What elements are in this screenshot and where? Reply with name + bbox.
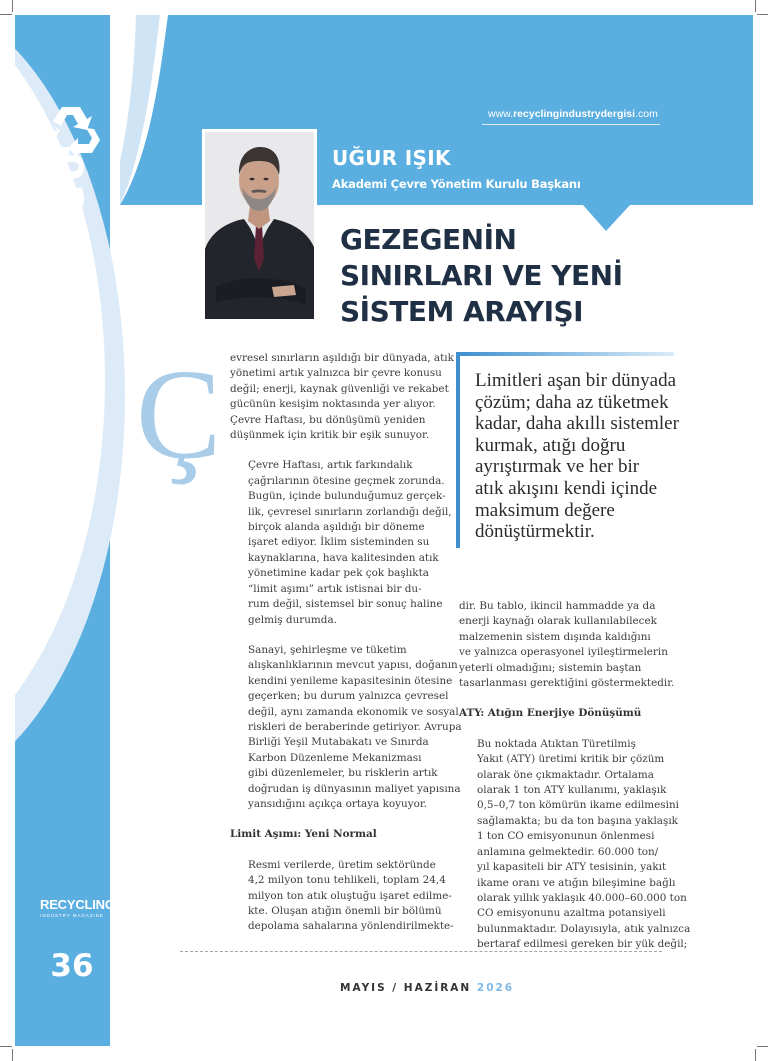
subheading: Limit Aşımı: Yeni Normal (230, 828, 377, 841)
text-line: değil; enerji, kaynak güvenliği ve rekabet (230, 382, 449, 395)
text-line: Çevre Haftası, artık farkındalık (248, 459, 413, 472)
pull-quote-bar (456, 352, 460, 548)
text-line: Yakıt (ATY) üretimi kritik bir çözüm (477, 753, 665, 766)
text-line: yıl kapasiteli bir ATY tesisinin, yakıt (477, 861, 667, 874)
pull-quote-line: kurmak, atığı doğru (475, 434, 626, 456)
headline-line: SINIRLARI VE YENİ (340, 259, 623, 292)
text-line: kte. Oluşan atığın önemli bir bölümü (248, 905, 442, 917)
text-line: işaret ediyor. İklim sisteminden su (248, 536, 430, 549)
issue-date: MAYIS / HAZİRAN 2026 (340, 982, 515, 994)
section-label: AYIN KONUĞU (49, 148, 93, 472)
headline-line: SİSTEM ARAYIŞI (340, 295, 584, 328)
text-line: yönetimi artık yalnızca bir çevre konusu (230, 367, 442, 380)
page-number: 36 (50, 948, 94, 984)
crop-mark (0, 14, 12, 15)
text-line: lik, çevresel sınırların zorlandığı değil, (248, 505, 452, 518)
paragraph (230, 643, 462, 812)
text-line: olarak 1 ton ATY kullanımı, yaklaşık (477, 784, 667, 797)
author-photo (202, 129, 317, 322)
crop-mark (12, 1049, 13, 1061)
text-line: Çevre Haftası, bu dönüşümü yeniden (230, 413, 426, 426)
text-line: anlamına gelmektedir. 60.000 ton/ (477, 845, 659, 858)
text-line: değil, aynı zamanda ekonomik ve sosyal (248, 705, 459, 718)
text-line: kendini yenileme kapasitesinin ötesine (248, 674, 453, 687)
text-line: riskleri de beraberinde getiriyor. Avrupa (248, 720, 462, 733)
crop-mark (755, 1049, 756, 1061)
text-line: enerji kaynağı olarak kullanılabilecek (459, 615, 657, 628)
subheading: ATY: Atığın Enerjiye Dönüşümü (459, 707, 642, 720)
text-line: gibi düzenlemeler, bu risklerin artık (248, 767, 438, 780)
magazine-logo-main: RECYCLING (40, 897, 115, 912)
text-line: dir. Bu tablo, ikincil hammadde ya da (459, 600, 656, 612)
magazine-logo (40, 897, 115, 918)
pull-quote-line: dönüştürmektir. (475, 521, 595, 543)
headline-line: GEZEGENİN (340, 223, 517, 256)
pull-quote-line: ayrıştırmak ve her bir (475, 456, 640, 478)
author-title: Akademi Çevre Yönetim Kurulu Başkanı (332, 177, 581, 191)
text-line: sağlamakta; bu da ton başına yaklaşık (477, 814, 678, 827)
pull-quote-line: Limitleri aşan bir dünyada (475, 370, 677, 391)
text-line: yansıdığını açıkça ortaya koyuyor. (248, 797, 427, 810)
text-line: evresel sınırların aşıldığı bir dünyada, atık (230, 352, 454, 364)
text-line: gelmiş durumda. (248, 613, 337, 626)
text-line: Bugün, içinde bulunduğumuz gerçek- (248, 490, 446, 503)
crop-mark (757, 14, 768, 15)
paragraph (459, 599, 673, 691)
text-line: yeterli olmadığını; sistemin baştan (459, 661, 642, 674)
text-line: kaynaklarına, hava kalitesinden atık (248, 551, 439, 564)
text-line: “limit aşımı” artık istisnai bir du- (248, 582, 422, 595)
article-column-right (459, 599, 691, 953)
text-line: 1 ton CO emisyonunun önlenmesi (477, 830, 655, 843)
paragraph (230, 858, 454, 935)
pull-quote-line: maksimum değere (475, 499, 615, 521)
text-line: bulunmaktadır. Dolayısıyla, atık yalnızca (477, 922, 691, 935)
article-headline (340, 222, 640, 330)
text-line: rum değil, sistemsel bir sonuç haline (248, 598, 443, 611)
crop-mark (12, 0, 13, 12)
footer-rule (180, 951, 662, 952)
text-line: 0,5–0,7 ton kömürün ikame edilmesini (477, 799, 679, 812)
crop-mark (757, 1046, 768, 1047)
paragraph (459, 737, 691, 953)
text-line: CO emisyonunu azaltma potansiyeli (477, 907, 666, 920)
text-line: geçerken; bu durum yalnızca çevresel (248, 690, 449, 703)
paragraph (230, 351, 454, 443)
text-line: Bu noktada Atıktan Türetilmiş (477, 737, 636, 750)
text-line: Sanayi, şehirleşme ve tüketim (248, 643, 407, 656)
text-line: Karbon Düzenleme Mekanizması (248, 751, 422, 764)
magazine-website[interactable]: www.recyclingindustrydergisi.com (488, 108, 658, 120)
text-line: alışkanlıklarının mevcut yapısı, doğanın (248, 659, 458, 672)
article-column-left (230, 351, 462, 935)
text-line: birçok alanda aşıldığı bir döneme (248, 521, 425, 534)
text-line: gücünün kesişim noktasında yer alıyor. (230, 398, 436, 411)
text-line: düşünmek için kritik bir eşik sunuyor. (230, 429, 430, 442)
magazine-logo-sub: INDUSTRY MAGAZINE (40, 913, 104, 918)
text-line: depolama sahalarına yönlendirilmekte- (248, 920, 454, 933)
text-line: bertaraf edilmesi gereken bir yük değil; (477, 938, 688, 951)
text-line: milyon ton atık oluştuğu işaret edilme- (248, 889, 452, 902)
text-line: doğrudan iş dünyasının maliyet yapısına (248, 782, 461, 795)
text-line: tasarlanması gerektiğini göstermektedir. (459, 677, 675, 690)
crop-mark (755, 0, 756, 12)
text-line: çağrılarının ötesine geçmek zorunda. (248, 474, 445, 487)
pull-quote-line: çözüm; daha az tüketmek (475, 391, 669, 413)
text-line: ikame oranı ve atığın bileşimine bağlı (477, 876, 676, 889)
text-line: olarak yıllık yaklaşık 40.000–60.000 ton (477, 891, 687, 904)
pull-quote (475, 370, 679, 543)
pull-quote-top-rule (456, 352, 674, 356)
text-line: olarak öne çıkmaktadır. Ortalama (477, 768, 654, 781)
author-name: UĞUR IŞIK (332, 146, 451, 170)
website-underline (482, 124, 660, 125)
text-line: Birliği Yeşil Mutabakatı ve Sınırda (248, 736, 429, 749)
text-line: ve yalnızca operasyonel iyileştirmelerin (459, 646, 668, 659)
text-line: malzemenin sistem dışında kaldığını (459, 630, 651, 643)
drop-cap: Ç (136, 343, 222, 485)
paragraph (230, 458, 452, 627)
pull-quote-line: atık akışını kendi içinde (475, 477, 658, 499)
crop-mark (0, 1046, 12, 1047)
text-line: yönetimine kadar pek çok başlıkta (248, 567, 429, 580)
text-line: 4,2 milyon tonu tehlikeli, toplam 24,4 (248, 874, 446, 887)
text-line: Resmi verilerde, üretim sektöründe (248, 858, 436, 871)
pull-quote-line: kadar, daha akıllı sistemler (475, 413, 679, 435)
